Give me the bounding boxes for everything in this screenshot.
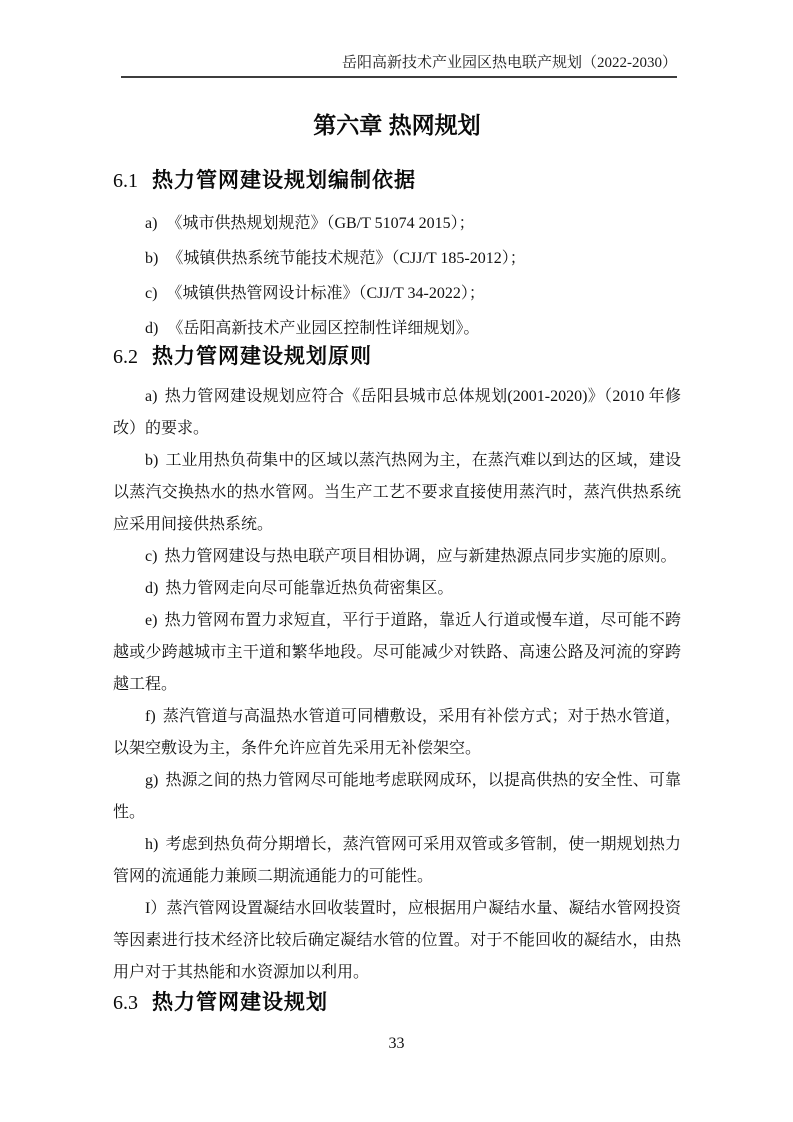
body-paragraph [113,829,681,893]
paragraph-text: 考虑到热负荷分期增长，蒸汽管网可采用双管或多管制，使一期规划热力管网的流通能力兼顾二期流通能力的可能性。 [113,836,681,885]
body-paragraph [113,381,681,445]
paragraph-label: b) [145,452,159,469]
paragraph-text: 工业用热负荷集中的区域以蒸汽热网为主，在蒸汽难以到达的区域，建设以蒸汽交换热水的热水管网。当生产工艺不要求直接使用蒸汽时，蒸汽供热系统应采用间接供热系统。 [113,452,681,533]
paragraph-text: 热力管网布置力求短直，平行于道路，靠近人行道或慢车道，尽可能不跨越或少跨越城市主干道和繁华地段。尽可能减少对铁路、高速公路及河流的穿跨越工程。 [113,612,681,693]
page-header [121,54,677,78]
paragraph-label: c) [145,548,158,565]
section-heading-6-3 [113,990,681,1016]
paragraph-label: d) [145,580,159,597]
body-paragraph [113,445,681,541]
section-number-6-3: 6.3 [113,992,138,1014]
paragraph-text: 热力管网建设规划应符合《岳阳县城市总体规划(2001-2020)》（2010 年修改）的要求。 [113,388,681,437]
list-item-label: c) [145,285,158,302]
paragraph-label: f) [145,708,156,725]
list-item-label: d) [145,320,159,337]
section-title-6-1: 热力管网建设规划编制依据 [152,169,416,192]
section-heading-6-2 [113,344,681,370]
paragraph-label: h) [145,836,159,853]
section-heading-6-1 [113,168,681,194]
paragraph-text: 蒸汽管网设置凝结水回收装置时，应根据用户凝结水量、凝结水管网投资等因素进行技术经济比较后确定凝结水管的位置。对于不能回收的凝结水，由热用户对于其热能和水资源加以利用。 [113,900,681,981]
list-item [113,244,681,274]
list-item [113,279,681,309]
list-item [113,314,681,344]
paragraph-text: 热力管网走向尽可能靠近热负荷密集区。 [165,580,454,597]
body-paragraph [113,605,681,701]
body-paragraph [113,701,681,765]
paragraph-text: 热源之间的热力管网尽可能地考虑联网成环，以提高供热的安全性、可靠性。 [113,772,681,821]
list-item-label: b) [145,250,159,267]
body-paragraph [113,765,681,829]
paragraph-label: a) [145,388,158,405]
paragraph-text: 蒸汽管道与高温热水管道可同槽敷设，采用有补偿方式；对于热水管道，以架空敷设为主，条件允许应首先采用无补偿架空。 [113,708,681,757]
list-item-text: 《岳阳高新技术产业园区控制性详细规划》。 [167,320,480,337]
section-title-6-3: 热力管网建设规划 [152,991,328,1014]
list-item-text: 《城镇供热管网设计标准》（CJJ/T 34-2022）； [166,285,485,302]
list-item-text: 《城镇供热系统节能技术规范》（CJJ/T 185-2012）； [167,250,526,267]
section-number-6-2: 6.2 [113,346,138,368]
chapter-title: 第六章 热网规划 [313,112,481,138]
page-content [113,111,681,1016]
page-number: 33 [388,1035,405,1052]
paragraph-label: I） [145,900,167,917]
body-paragraph [113,541,681,573]
section-number-6-1: 6.1 [113,170,138,192]
list-item-text: 《城市供热规划规范》（GB/T 51074 2015）； [166,215,475,232]
list-item-label: a) [145,215,158,232]
paragraph-label: g) [145,772,159,789]
body-paragraph [113,893,681,989]
list-item [113,209,681,239]
section-6-2-body [113,381,681,989]
body-paragraph [113,573,681,605]
paragraph-text: 热力管网建设与热电联产项目相协调，应与新建热源点同步实施的原则。 [164,548,677,565]
paragraph-label: e) [145,612,158,629]
reference-list [113,209,681,344]
section-title-6-2: 热力管网建设规划原则 [152,345,372,368]
header-title: 岳阳高新技术产业园区热电联产规划（2022-2030） [342,55,677,71]
